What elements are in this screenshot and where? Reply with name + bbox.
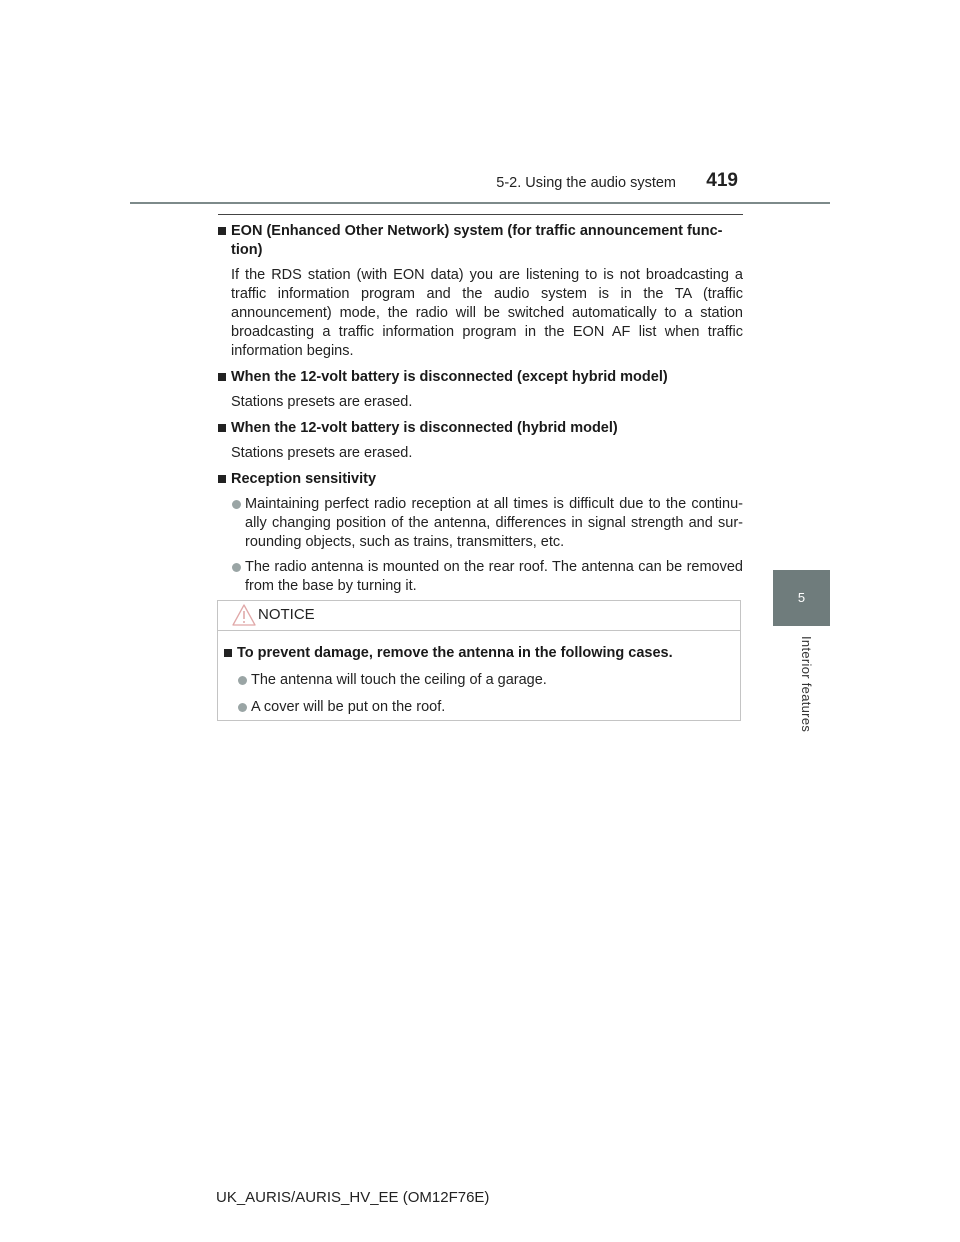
square-bullet-icon xyxy=(218,475,226,483)
chapter-label: Interior features xyxy=(799,636,814,733)
square-bullet-icon xyxy=(224,649,232,657)
list-item: The antenna will touch the ceiling of a garage. xyxy=(224,671,732,690)
square-bullet-icon xyxy=(218,373,226,381)
main-content xyxy=(218,214,743,596)
section-battery-except-hybrid xyxy=(218,368,743,412)
section-reception xyxy=(218,470,743,596)
notice-header xyxy=(218,601,740,631)
notice-body xyxy=(218,631,740,717)
notice-heading: To prevent damage, remove the antenna in the following cases. xyxy=(224,644,732,663)
list-item: A cover will be put on the roof. xyxy=(224,698,732,717)
section-eon xyxy=(218,222,743,361)
list-item: The radio antenna is mounted on the rear roof. The antenna can be removed from the base by turning it. xyxy=(218,558,743,596)
section-heading: Reception sensitivity xyxy=(218,470,743,489)
square-bullet-icon xyxy=(218,424,226,432)
chapter-tab[interactable]: 5 xyxy=(773,570,830,626)
section-heading: When the 12-volt battery is disconnected (except hybrid model) xyxy=(218,368,743,387)
notice-title: NOTICE xyxy=(258,606,315,623)
section-title: 5-2. Using the audio system xyxy=(496,175,676,191)
section-heading: When the 12-volt battery is disconnected (hybrid model) xyxy=(218,419,743,438)
section-text: Stations presets are erased. xyxy=(231,445,413,461)
round-bullet-icon xyxy=(232,563,241,572)
round-bullet-icon xyxy=(238,676,247,685)
section-battery-hybrid xyxy=(218,419,743,463)
notice-box xyxy=(217,600,741,721)
page-header xyxy=(130,172,830,204)
warning-triangle-icon xyxy=(232,604,256,626)
section-heading xyxy=(218,222,743,260)
section-text: Stations presets are erased. xyxy=(231,394,413,410)
section-text: If the RDS station (with EON data) you are listening to is not broadcasting a traffic information program and the audio system is in the TA (traffic announcement) mode, the radio will be switched automatically to a station broadcasting a traffic information program in the EON AF list when traffic information begins. xyxy=(231,267,743,359)
manual-model-code: UK_AURIS/AURIS_HV_EE (OM12F76E) xyxy=(216,1189,490,1206)
heading-line: tion) xyxy=(231,242,263,258)
square-bullet-icon xyxy=(218,227,226,235)
round-bullet-icon xyxy=(238,703,247,712)
page-number: 419 xyxy=(706,170,738,191)
list-item: Maintaining perfect radio reception at all times is difficult due to the continu-ally changing position of the antenna, differences in signal strength and sur-rounding objects, such as trains, transmitters, etc. xyxy=(218,495,743,552)
round-bullet-icon xyxy=(232,500,241,509)
heading-line: EON (Enhanced Other Network) system (for traffic announcement func- xyxy=(231,223,723,239)
